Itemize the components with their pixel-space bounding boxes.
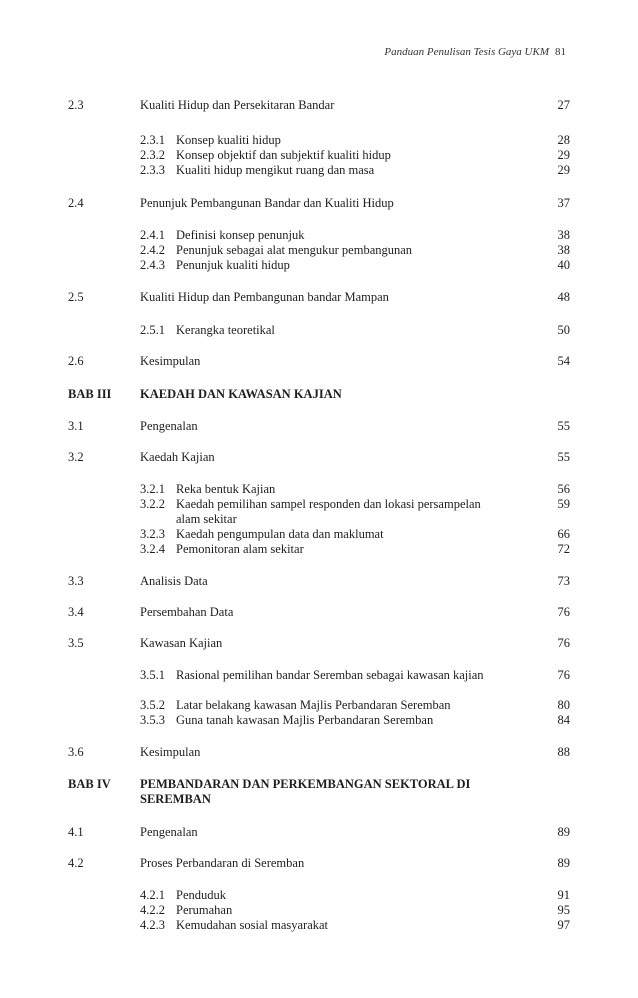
toc-entry-number: 3.2.4 bbox=[140, 542, 165, 556]
toc-entry-page: 54 bbox=[557, 354, 570, 368]
toc-entry-number: 4.2.3 bbox=[140, 918, 165, 932]
toc-entry-title: Pengenalan bbox=[140, 825, 198, 839]
toc-entry-title: Perumahan bbox=[176, 903, 233, 917]
toc-entry-title: Proses Perbandaran di Seremban bbox=[140, 856, 305, 870]
toc-entry-page: 37 bbox=[557, 196, 570, 210]
toc-entry-title: Kaedah pemilihan sampel responden dan lokasi persampelan alam sekitar bbox=[176, 497, 481, 526]
header-page-number: 81 bbox=[555, 46, 566, 58]
toc-entry-number: 2.6 bbox=[68, 354, 84, 368]
toc-entry-number: 3.2.1 bbox=[140, 482, 165, 496]
toc-entry-title: Kualiti hidup mengikut ruang dan masa bbox=[176, 163, 375, 177]
toc-entry-number: 2.4.2 bbox=[140, 243, 165, 257]
toc-entry-number: 2.5 bbox=[68, 290, 84, 304]
toc-entry-number: 2.5.1 bbox=[140, 323, 165, 337]
toc-entry-page: 40 bbox=[557, 258, 570, 272]
toc-entry-number: 2.4.1 bbox=[140, 228, 165, 242]
toc-entry-number: 4.2.2 bbox=[140, 903, 165, 917]
running-head bbox=[384, 46, 566, 58]
toc-entry-number: 3.5.1 bbox=[140, 668, 165, 682]
toc-entry-title: Pemonitoran alam sekitar bbox=[176, 542, 304, 556]
toc-entry-page: 76 bbox=[557, 668, 570, 682]
toc-entry-title: Kaedah Kajian bbox=[140, 450, 215, 464]
toc-entry-page: 38 bbox=[557, 243, 570, 257]
toc-entry-title: Definisi konsep penunjuk bbox=[176, 228, 305, 242]
toc-entry-page: 55 bbox=[557, 419, 570, 433]
toc-entry-title: Kaedah pengumpulan data dan maklumat bbox=[176, 527, 384, 541]
toc-entry-number: 3.5.3 bbox=[140, 713, 165, 727]
toc-entry-page: 38 bbox=[557, 228, 570, 242]
toc-entry-title: Kesimpulan bbox=[140, 354, 201, 368]
toc-entry-title: Rasional pemilihan bandar Seremban sebagai kawasan kajian bbox=[176, 668, 484, 682]
toc-entry-number: 3.1 bbox=[68, 419, 84, 433]
toc-entry-page: 72 bbox=[557, 542, 570, 556]
toc-entry-page: 89 bbox=[557, 825, 570, 839]
toc-entry-title: PEMBANDARAN DAN PERKEMBANGAN SEKTORAL DI SEREMBAN bbox=[140, 777, 471, 806]
toc-entry-page: 95 bbox=[557, 903, 570, 917]
toc-entry-title: Konsep objektif dan subjektif kualiti hidup bbox=[176, 148, 391, 162]
toc-entry-title: Kualiti Hidup dan Pembangunan bandar Mampan bbox=[140, 290, 389, 304]
running-title: Panduan Penulisan Tesis Gaya UKM bbox=[384, 46, 549, 58]
toc-entry-page: 73 bbox=[557, 574, 570, 588]
toc-entry-title: Kualiti Hidup dan Persekitaran Bandar bbox=[140, 98, 335, 112]
toc-entry-number: 3.2.3 bbox=[140, 527, 165, 541]
toc-entry-number: 2.3.3 bbox=[140, 163, 165, 177]
toc-entry-number: 3.2 bbox=[68, 450, 84, 464]
toc-entry-page: 91 bbox=[557, 888, 570, 902]
toc-entry-number: 4.2 bbox=[68, 856, 84, 870]
toc-entry-page: 76 bbox=[557, 636, 570, 650]
toc-entry-page: 28 bbox=[557, 133, 570, 147]
toc-entry-title: Penunjuk kualiti hidup bbox=[176, 258, 290, 272]
toc-entry-number: BAB III bbox=[68, 387, 112, 401]
toc-entry-number: 3.6 bbox=[68, 745, 84, 759]
toc-entry-page: 59 bbox=[557, 497, 570, 511]
toc-entry-title: Persembahan Data bbox=[140, 605, 234, 619]
toc-entry-title: Kemudahan sosial masyarakat bbox=[176, 918, 329, 932]
toc-entry-page: 50 bbox=[557, 323, 570, 337]
toc-entry-page: 84 bbox=[557, 713, 570, 727]
toc-entry-title: Kerangka teoretikal bbox=[176, 323, 275, 337]
toc-entry-page: 97 bbox=[557, 918, 570, 932]
toc-entry-title: Reka bentuk Kajian bbox=[176, 482, 276, 496]
toc-entry-title: Penunjuk Pembangunan Bandar dan Kualiti Hidup bbox=[140, 196, 394, 210]
toc-entry-number: 4.2.1 bbox=[140, 888, 165, 902]
toc-entry-number: 3.5.2 bbox=[140, 698, 165, 712]
toc-entry-page: 89 bbox=[557, 856, 570, 870]
toc-entry-page: 76 bbox=[557, 605, 570, 619]
toc-entry-number: 2.4.3 bbox=[140, 258, 165, 272]
toc-entry-title: Guna tanah kawasan Majlis Perbandaran Seremban bbox=[176, 713, 434, 727]
toc-entry-title: Kesimpulan bbox=[140, 745, 201, 759]
toc-entry-page: 88 bbox=[557, 745, 570, 759]
toc-entry-number: 3.2.2 bbox=[140, 497, 165, 511]
toc-entry-title: Penduduk bbox=[176, 888, 226, 902]
toc-entry-title: Analisis Data bbox=[140, 574, 208, 588]
toc-entry-number: 2.3 bbox=[68, 98, 84, 112]
toc-entry-page: 56 bbox=[557, 482, 570, 496]
toc-entry-number: 3.3 bbox=[68, 574, 84, 588]
toc-entry-number: 3.5 bbox=[68, 636, 84, 650]
toc-entry-number: 2.4 bbox=[68, 196, 84, 210]
toc-entry-title: KAEDAH DAN KAWASAN KAJIAN bbox=[140, 387, 342, 401]
toc-entry-title: Penunjuk sebagai alat mengukur pembangunan bbox=[176, 243, 413, 257]
toc-entry-page: 55 bbox=[557, 450, 570, 464]
toc-entry-title: Pengenalan bbox=[140, 419, 198, 433]
toc-entry-number: 4.1 bbox=[68, 825, 84, 839]
toc-entry-page: 29 bbox=[557, 163, 570, 177]
toc-entry-page: 80 bbox=[557, 698, 570, 712]
toc-entry-number: BAB IV bbox=[68, 777, 111, 791]
toc-entry-page: 29 bbox=[557, 148, 570, 162]
toc-entry-number: 3.4 bbox=[68, 605, 84, 619]
toc-entry-number: 2.3.1 bbox=[140, 133, 165, 147]
toc-entry-page: 27 bbox=[557, 98, 570, 112]
toc-entry-number: 2.3.2 bbox=[140, 148, 165, 162]
toc-entry-page: 66 bbox=[557, 527, 570, 541]
toc-entry-title: Kawasan Kajian bbox=[140, 636, 223, 650]
toc-entry-title: Konsep kualiti hidup bbox=[176, 133, 281, 147]
toc-entry-page: 48 bbox=[557, 290, 570, 304]
toc-entry-title: Latar belakang kawasan Majlis Perbandaran Seremban bbox=[176, 698, 451, 712]
